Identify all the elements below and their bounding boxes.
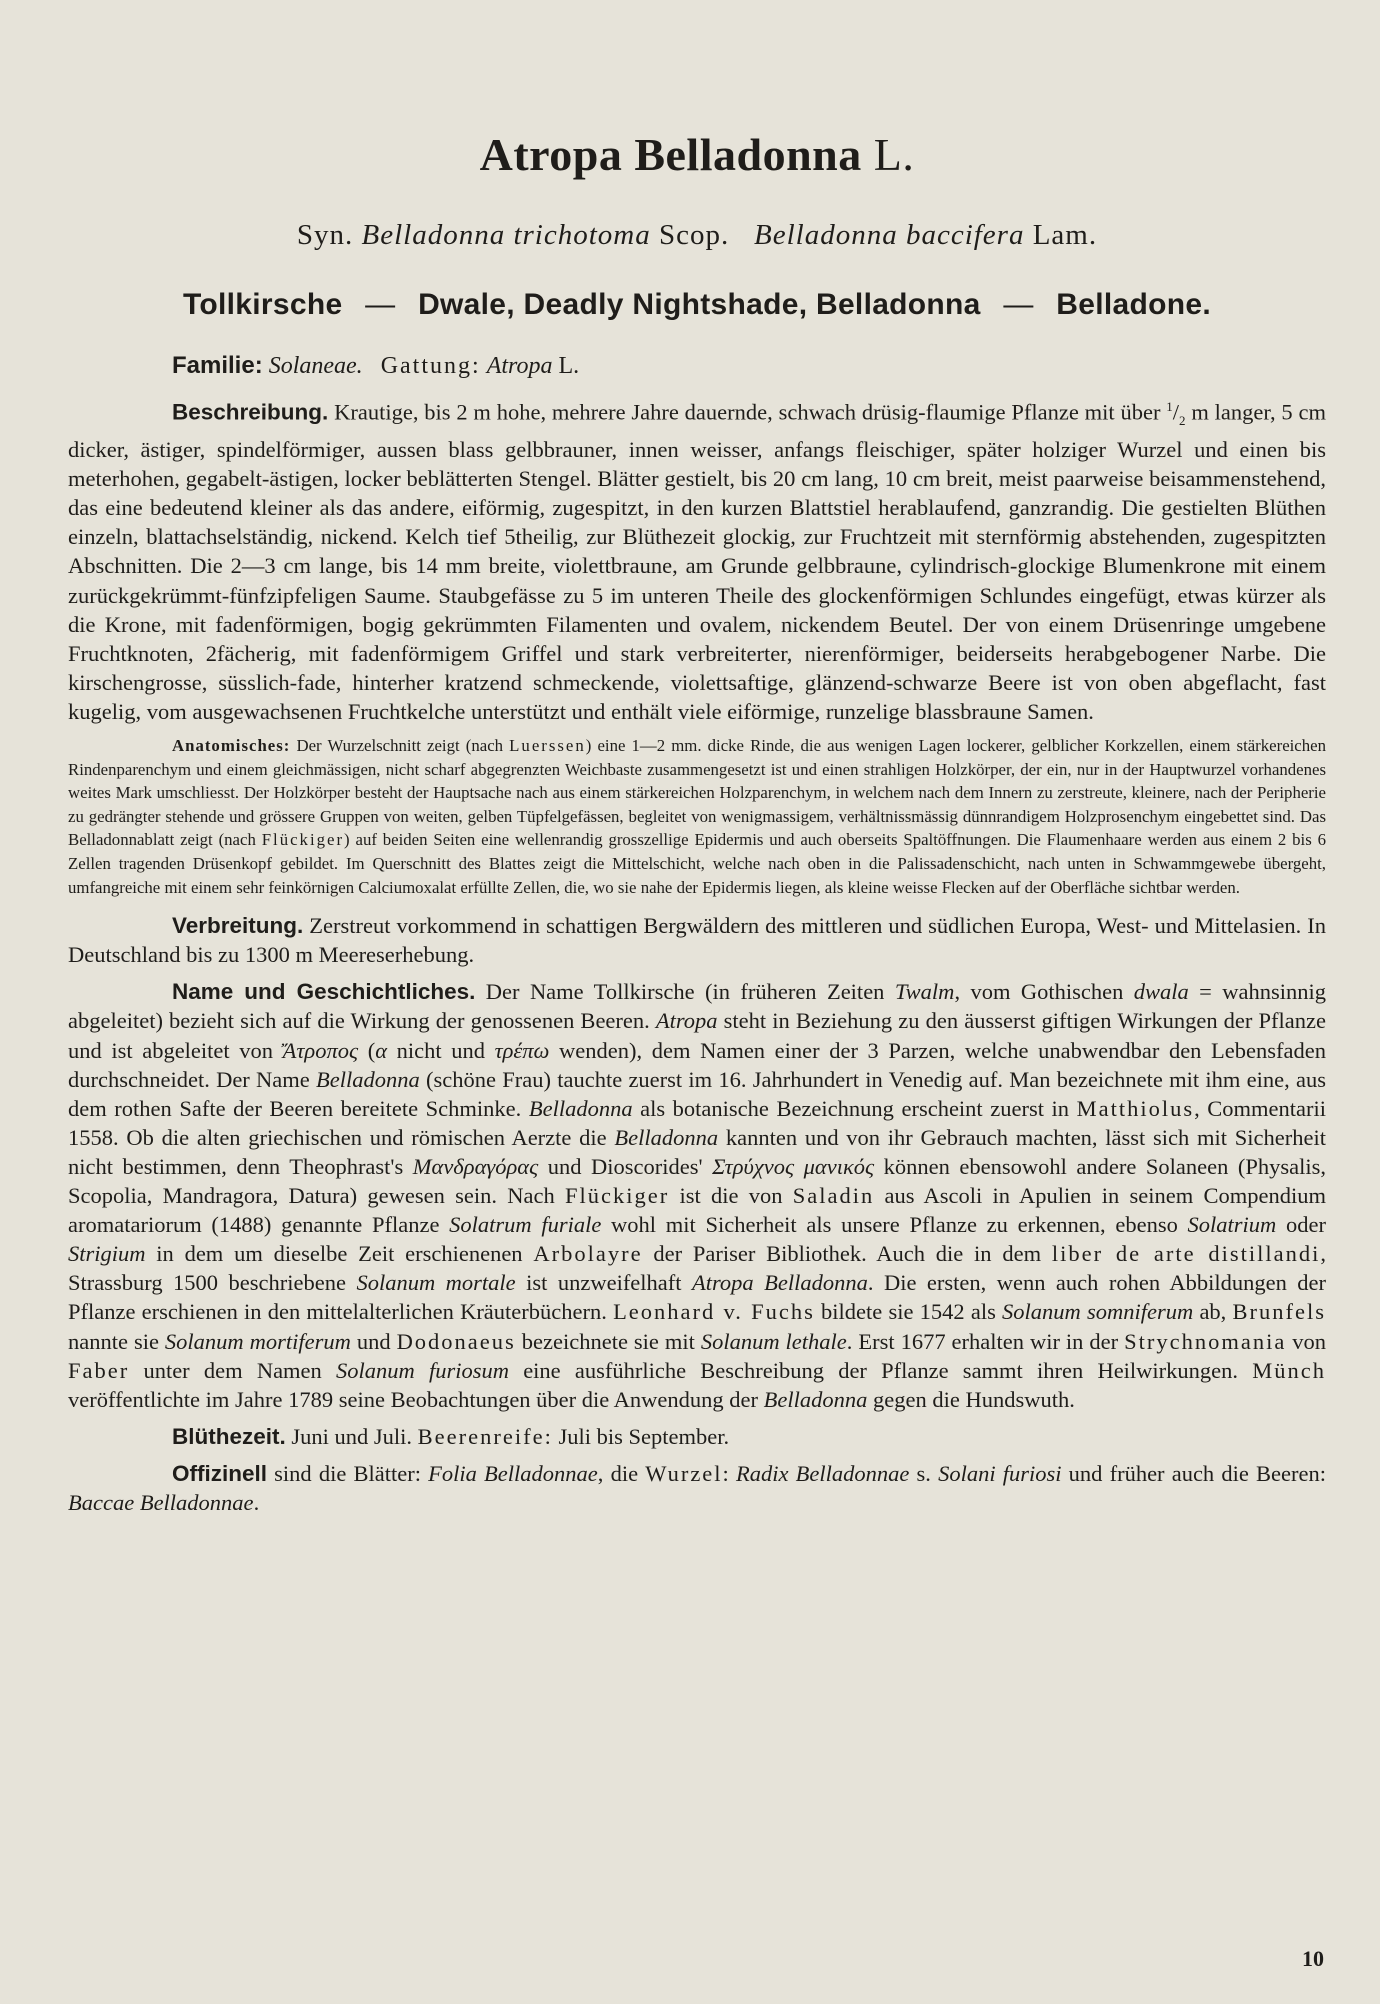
- history-text: bezeichnete sie mit: [515, 1328, 701, 1354]
- officinal-term: Solani furiosi: [938, 1460, 1062, 1486]
- family-value: Solaneae.: [268, 353, 363, 379]
- history-person: Faber: [68, 1357, 130, 1383]
- history-text: , vom Gothischen: [954, 979, 1134, 1005]
- syn1-name: Belladonna trichotoma: [361, 219, 651, 251]
- fraction-numerator: 1: [1166, 399, 1173, 414]
- anatomy-paragraph: [68, 734, 1326, 899]
- syn2-name: Belladonna baccifera: [754, 219, 1025, 251]
- history-text: in dem um dieselbe Zeit erschienenen: [145, 1241, 534, 1267]
- officinal-term: Radix Belladonnae: [735, 1460, 910, 1486]
- syn1-author: Scop.: [659, 219, 730, 251]
- history-text: . Erst 1677 erhalten wir in der: [846, 1328, 1125, 1354]
- officinal-label: Offizinell: [172, 1460, 267, 1486]
- officinal-text: s.: [909, 1460, 939, 1486]
- distribution-text: Zerstreut vorkommend in schattigen Bergwäldern des mittleren und südlichen Europa, West- und Mittelasien. In Deutschland bis zu 1300 m Meereserhebung.: [68, 913, 1326, 968]
- history-text: gegen die Hundswuth.: [867, 1386, 1075, 1412]
- history-greek: Στρύχνος μανικός: [712, 1153, 875, 1179]
- officinal-term: Folia Belladonnae: [428, 1460, 598, 1486]
- syn2-author: Lam.: [1032, 219, 1098, 251]
- history-person: Saladin: [792, 1183, 875, 1209]
- flowering-label: Blüthezeit.: [172, 1423, 286, 1449]
- history-term: dwala: [1133, 979, 1189, 1005]
- description-paragraph: Beschreibung. Krautige, bis 2 m hohe, mehrere Jahre dauernde, schwach drüsig-flaumige Pflanze mit über $^1/_2$ m langer, 5 cm dicker, ästiger, spindelförmiger, aussen blass gelbbrauner, innen weisser, anfangs fleischiger, später holziger Wurzel und einen bis meterhohen, gegabelt-ästigen, locker beblätterten Stengel. Blätter gestielt, bis 20 cm lang, 10 cm breit, meist paarweise beisammenstehend, das eine bedeutend kleiner als das andere, eiförmig, zugespitzt, in den kurzen Blattstiel herablaufend, ganzrandig. Die gestielten Blüthen einzeln, blattachselständig, nickend. Kelch tief 5theilig, zur Blüthezeit glockig, zur Fruchtzeit mit sternförmig abstehenden, zugespitzten Abschnitten. Die 2—3 cm lange, bis 14 mm breite, violettbraune, am Grunde gelbbraune, cylindrisch-glockige Blumenkrone mit einem zurückgekrümmt-fünfzipfeligen Saume. Staubgefässe zu 5 im unteren Theile des glockenförmigen Schlundes eingefügt, etwas kürzer als die Krone, mit fadenförmigen, bogig gekrümmten Filamenten und ovalem, nickendem Beutel. Der von einem Drüsenringe umgebene Fruchtknoten, 2fächerig, mit fadenförmigem Griffel und stark verbreiterter, nierenförmiger, beiderseits herabgebogener Narbe. Die kirschengrosse, süsslich-fade, hinterher kratzend schmeckende, violettsaftige, glänzend-schwarze Beere ist von oben abgeflacht, fast kugelig, vom ausgewachsenen Fruchtkelche unterstützt und enthält viele eiförmige, runzelige blassbraune Samen.: [68, 399, 1326, 724]
- berry-text: Juli bis September.: [552, 1423, 730, 1449]
- history-text: ist unzweifelhaft: [515, 1270, 692, 1296]
- description-text-1: Krautige, bis 2 m hohe, mehrere Jahre dauernde, schwach drüsig-flaumige Pflanze mit über: [328, 399, 1167, 425]
- history-person: Dodonaeus: [396, 1328, 516, 1354]
- history-text: . Die ersten, wenn auch rohen Abbildungen der Pflanze erschienen in den mittelalterlichen Kräuterbüchern.: [68, 1270, 1327, 1325]
- history-book: liber de arte distillandi: [1051, 1241, 1321, 1267]
- history-term: Solanum somniferum: [1002, 1299, 1194, 1325]
- synonyms-line: [68, 219, 1326, 252]
- genus-value: Atropa: [486, 353, 553, 379]
- page-number: 10: [1302, 1946, 1324, 1971]
- history-person: Münch: [1252, 1357, 1326, 1383]
- history-text: als botanische Bezeichnung erscheint zuerst in: [632, 1095, 1077, 1121]
- officinal-text: :: [722, 1460, 736, 1486]
- history-person: Flückiger: [564, 1183, 670, 1209]
- history-text: kannten und von ihr Gebrauch machten, lässt sich mit Sicherheit nicht bestimmen, denn Theophrast's: [68, 1124, 1326, 1179]
- common-names: [68, 288, 1326, 322]
- history-greek: τρέπω: [494, 1037, 550, 1063]
- distribution-label: Verbreitung.: [172, 913, 304, 939]
- history-term: Belladonna: [763, 1386, 868, 1412]
- common-german: Tollkirsche: [183, 288, 343, 321]
- anatomy-text-2: ) eine 1—2 mm. dicke Rinde, die aus wenigen Lagen lockerer, gelblicher Korkzellen, einem stärkereichen Rindenparenchym und einem gleichmässigen, nicht scharf abgegrenzten Weichbaste zusammengesetzt ist und einen strahligen Holzkörper, der ein, nur in der Hauptwurzel vorhandenes weites Mark umschliesst. Der Holzkörper besteht der Hauptsache nach aus einem stärkereichen Holzparenchym, in welchem nach dem Innern zu zerstreute, kleinere, nach der Peripherie zu gedrängter stehende und grössere Gruppen von weiten, gelben Tüpfelgefässen, begleitet von wenigmassigem, verhältnissmässig dünnrandigem Holzprosenchym eingebettet sind. Das Belladonnablatt zeigt (nach: [68, 736, 1326, 850]
- history-term: Belladonna: [528, 1095, 633, 1121]
- anatomy-text-1: Der Wurzelschnitt zeigt (nach: [290, 736, 510, 756]
- history-text: unter dem Namen: [129, 1357, 336, 1383]
- history-person: Matthiolus: [1076, 1095, 1195, 1121]
- officinal-text: Wurzel: [645, 1460, 723, 1486]
- history-text: und Dioscorides': [538, 1153, 713, 1179]
- history-text: von: [1286, 1328, 1327, 1354]
- history-greek: α: [375, 1037, 388, 1063]
- history-person: Brunfels: [1232, 1299, 1327, 1325]
- title-author: L.: [873, 129, 915, 180]
- history-text: = wahnsinnig abgeleitet) bezieht sich auf die Wirkung der genossenen Beeren.: [68, 979, 1327, 1034]
- common-english: Dwale, Deadly Nightshade, Belladonna: [418, 288, 981, 321]
- history-book: Strychnomania: [1124, 1328, 1287, 1354]
- distribution-paragraph: [68, 911, 1326, 969]
- history-text: (: [358, 1037, 376, 1063]
- officinal-text: sind die Blätter:: [267, 1460, 429, 1486]
- history-term: Solanum mortiferum: [164, 1328, 351, 1354]
- history-term: Twalm: [894, 979, 955, 1005]
- history-text: , Commentarii 1558. Ob die alten griechischen und römischen Aerzte die: [68, 1095, 1327, 1150]
- history-text: wohl mit Sicherheit als unsere Pflanze zu erkennen, ebenso: [601, 1212, 1188, 1238]
- history-text: , Strassburg 1500 beschriebene: [68, 1241, 1327, 1296]
- title-species: Atropa Belladonna: [479, 129, 862, 180]
- history-paragraph: [68, 977, 1326, 1413]
- anatomy-luerssen: Luerssen: [509, 736, 586, 756]
- history-text: wenden), dem Namen einer der 3 Parzen, welche unabwendbar den Lebensfaden durchschneidet. Der Name: [68, 1037, 1326, 1092]
- history-term: Solanum furiosum: [336, 1357, 509, 1383]
- genus-author: L.: [558, 353, 580, 379]
- family-label: Familie:: [172, 352, 263, 379]
- history-term: Solatrum furiale: [449, 1212, 602, 1238]
- history-text: (schöne Frau) tauchte zuerst im 16. Jahrhundert in Venedig auf. Man bezeichnete mit ihm eine, aus dem rothen Safte der Beeren bereitete Schminke.: [68, 1066, 1326, 1121]
- dash-1: —: [365, 288, 396, 321]
- officinal-text: und früher auch die Beeren:: [1061, 1460, 1326, 1486]
- history-text: veröffentlichte im Jahre 1789 seine Beobachtungen über die Anwendung der: [68, 1386, 764, 1412]
- flowering-text: Juni und Juli.: [285, 1423, 418, 1449]
- officinal-text: , die: [597, 1460, 646, 1486]
- history-person: Arbolayre: [533, 1241, 643, 1267]
- history-text: eine ausführliche Beschreibung der Pflanze sammt ihren Heilwirkungen.: [508, 1357, 1253, 1383]
- anatomy-label: Anatomisches:: [172, 736, 291, 756]
- history-text: können ebensowohl andere Solaneen (Physalis, Scopolia, Mandragora, Datura) gewesen sein. Nach: [68, 1153, 1326, 1209]
- history-term: Atropa: [655, 1008, 718, 1034]
- history-term: Solanum mortale: [356, 1270, 516, 1296]
- history-text: ab,: [1193, 1299, 1233, 1325]
- syn-prefix: Syn.: [296, 219, 354, 251]
- history-text: und: [350, 1328, 397, 1354]
- history-person: Leonhard v. Fuchs: [613, 1299, 815, 1325]
- history-term: Solanum lethale: [700, 1328, 847, 1354]
- history-text: der Pariser Bibliothek. Auch die in dem: [642, 1241, 1052, 1267]
- history-text: oder: [1276, 1212, 1326, 1238]
- description-label: Beschreibung.: [172, 399, 329, 425]
- history-text: nicht und: [387, 1037, 495, 1063]
- genus-label: Gattung:: [380, 353, 481, 379]
- dash-2: —: [1003, 288, 1034, 321]
- history-text: Der Name Tollkirsche (in früheren Zeiten: [475, 979, 895, 1005]
- history-term: Belladonna: [614, 1124, 719, 1150]
- history-term: Strigium: [68, 1241, 146, 1267]
- history-text: nannte sie: [68, 1328, 165, 1354]
- history-term: Belladonna: [316, 1066, 420, 1092]
- officinal-text: .: [253, 1489, 260, 1515]
- berry-label: Beerenreife:: [417, 1423, 553, 1449]
- history-text: bildete sie 1542 als: [814, 1299, 1003, 1325]
- description-text-2: m langer, 5 cm dicker, ästiger, spindelförmiger, aussen blass gelbbrauner, innen weisser, anfangs fleischiger, später holziger Wurzel und einen bis meterhohen, gegabelt-ästigen, locker beblätterten Stengel. Blätter gestielt, bis 20 cm lang, 10 cm breit, meist paarweise beisammenstehend, das eine bedeutend kleiner als das andere, eiförmig, zugespitzt, in den kurzen Blattstiel herablaufend, ganzrandig. Die gestielten Blüthen einzeln, blattachselständig, nickend. Kelch tief 5theilig, zur Blüthezeit glockig, zur Fruchtzeit mit sternförmig abstehenden, zugespitzten Abschnitten. Die 2—3 cm lange, bis 14 mm breite, violettbraune, am Grunde gelbbraune, cylindrisch-glockige Blumenkrone mit einem zurückgekrümmt-fünfzipfeligen Saume. Staubgefässe zu 5 im unteren Theile des glockenförmigen Schlundes eingefügt, etwas kürzer als die Krone, mit fadenförmigen, bogig gekrümmten Filamenten und ovalem, nickendem Beutel. Der von einem Drüsenringe umgebene Fruchtknoten, 2fächerig, mit fadenförmigem Griffel und stark verbreiterter, nierenförmiger, beiderseits herabgebogener Narbe. Die kirschengrosse, süsslich-fade, hinterher kratzend schmeckende, violettsaftige, glänzend-schwarze Beere ist von oben abgeflacht, fast kugelig, vom ausgewachsenen Fruchtkelche unterstützt und enthält viele eiförmige, runzelige blassbraune Samen.: [68, 399, 1326, 724]
- officinal-paragraph: [68, 1459, 1326, 1517]
- flowering-paragraph: [68, 1422, 1326, 1451]
- history-term: Atropa Belladonna: [692, 1270, 868, 1296]
- history-label: Name und Geschichtliches.: [172, 979, 476, 1005]
- anatomy-flueckiger: Flückiger: [261, 830, 345, 850]
- history-greek: Μανδραγόρας: [412, 1153, 539, 1179]
- common-french: Belladone.: [1056, 288, 1211, 321]
- history-text: aus Ascoli in Apulien in seinem Compendium aromatariorum (1488) genannte Pflanze: [68, 1183, 1326, 1238]
- family-line: [68, 352, 1326, 380]
- history-text: steht in Beziehung zu den äusserst giftigen Wirkungen der Pflanze und ist abgeleitet von: [68, 1008, 1327, 1063]
- history-greek: Ἄτροπος: [282, 1037, 359, 1063]
- fraction-denominator: 2: [1179, 413, 1186, 428]
- officinal-term: Baccae Belladonnae: [68, 1489, 254, 1515]
- history-text: ist die von: [669, 1183, 793, 1209]
- page-title: [68, 128, 1326, 181]
- anatomy-text-3: ) auf beiden Seiten eine wellenrandig grosszellige Epidermis und auch oberseits Spaltöffnungen. Die Flaumenhaare werden aus einem 2 bis 6 Zellen tragenden Drüsenkopf gebildet. Im Querschnitt des Blattes zeigt die Mittelschicht, welche nach oben in die Palissadenschicht, nach unten in Schwammgewebe übergeht, umfangreiche mit einem sehr feinkörnigen Calciumoxalat erfüllte Zellen, die, wo sie nahe der Epidermis liegen, als kleine weisse Flecken auf der Oberfläche sichtbar werden.: [68, 830, 1326, 897]
- history-term: Solatrium: [1187, 1212, 1277, 1238]
